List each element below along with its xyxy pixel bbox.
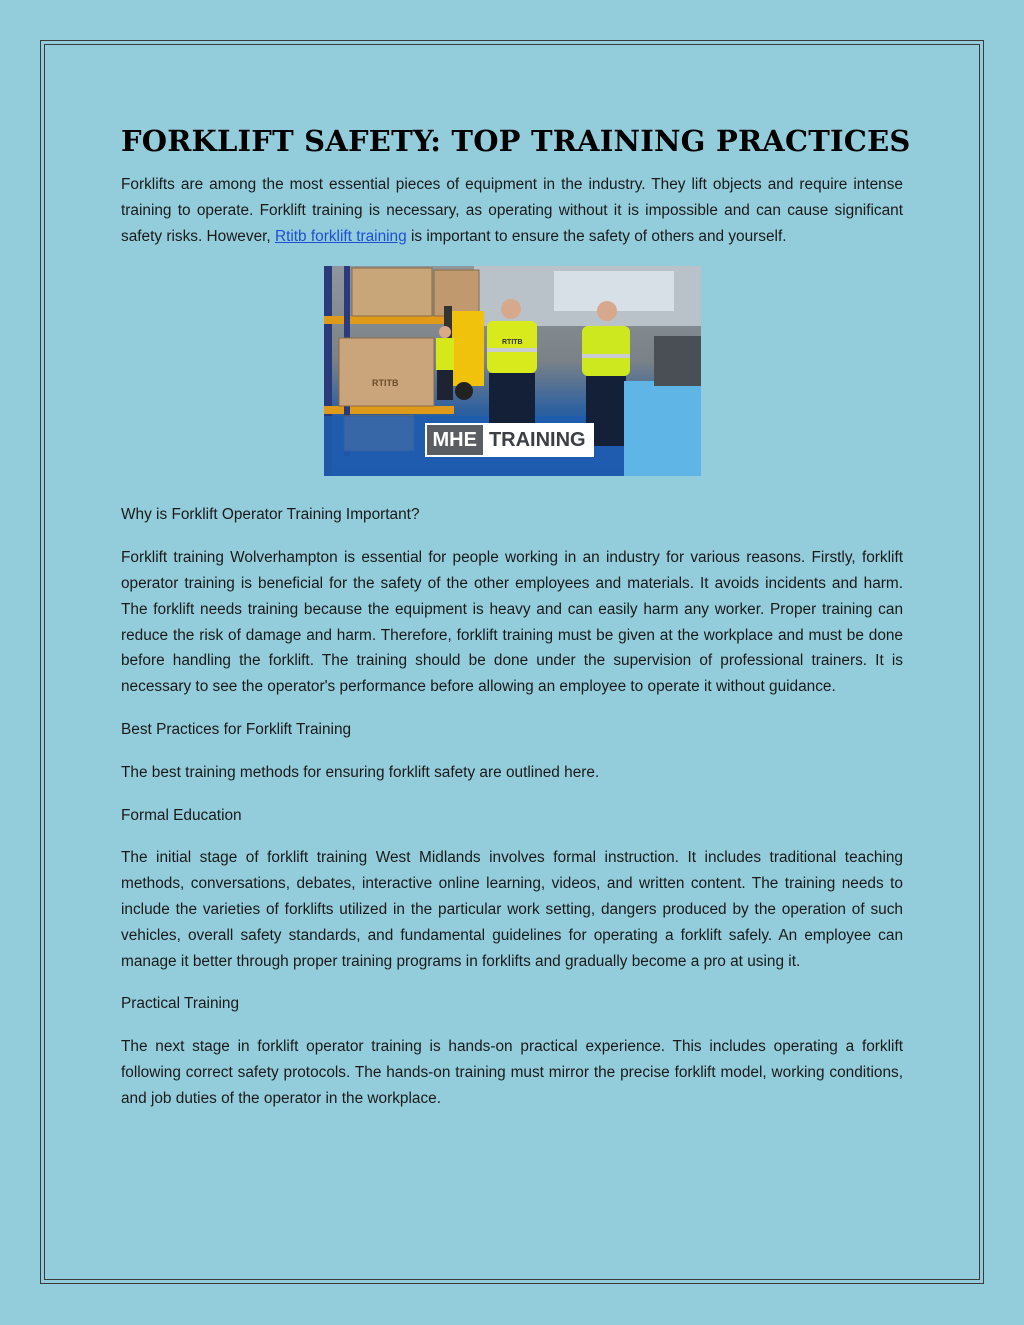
- badge-training-text: TRAINING: [483, 425, 592, 455]
- intro-text-after: is important to ensure the safety of others and yourself.: [406, 227, 787, 245]
- training-photo: [324, 266, 701, 476]
- page-title: FORKLIFT SAFETY: TOP TRAINING PRACTICES: [121, 124, 911, 158]
- badge-mhe-text: MHE: [427, 425, 483, 455]
- paragraph-why: Forklift training Wolverhampton is essential for people working in an industry for various reasons. Firstly, forklift operator training is beneficial for the safety of the other employees and materials. It avoids incidents and harm. The forklift needs training because the equipment is heavy and can easily harm any worker. Proper training can reduce the risk of damage and harm. Therefore, forklift training must be given at the workplace and must be done before handling the forklift. The training should be done under the supervision of professional trainers. It is necessary to see the operator's performance before allowing an employee to operate it without guidance.: [121, 549, 903, 696]
- intro-paragraph: [121, 172, 903, 249]
- vest-label: RTITB: [501, 339, 523, 347]
- section-heading-best-practices: Best Practices for Forklift Training: [121, 720, 352, 738]
- mhe-training-badge: [425, 423, 594, 457]
- paragraph-best-practices: The best training methods for ensuring forklift safety are outlined here.: [121, 763, 600, 781]
- paragraph-practical-training: The next stage in forklift operator training is hands-on practical experience. This includes operating a forklift following correct safety protocols. The hands-on training must mirror the precise forklift model, working conditions, and job duties of the operator in the workplace.: [121, 1038, 903, 1107]
- intro-text-before: Forklifts are among the most essential pieces of equipment in the industry. They lift objects and require intense training to operate. Forklift training is necessary, as operating without it is impossible and can cause significant safety risks. However,: [121, 176, 903, 245]
- section-heading-practical-training: Practical Training: [121, 995, 240, 1013]
- rtitb-training-link[interactable]: Rtitb forklift training: [274, 227, 407, 245]
- section-heading-formal-education: Formal Education: [121, 806, 242, 824]
- document-body: [121, 124, 911, 1129]
- crate-label: RTITB: [371, 378, 398, 389]
- paragraph-formal-education: The initial stage of forklift training West Midlands involves formal instruction. It includes traditional teaching methods, conversations, debates, interactive online learning, videos, and written content. The training needs to include the varieties of forklifts utilized in the particular work setting, dangers produced by the operation of such vehicles, overall safety standards, and fundamental guidelines for operating a forklift safely. An employee can manage it better through proper training programs in forklifts and gradually become a pro at using it.: [121, 849, 903, 970]
- section-heading-why: Why is Forklift Operator Training Important?: [121, 506, 420, 524]
